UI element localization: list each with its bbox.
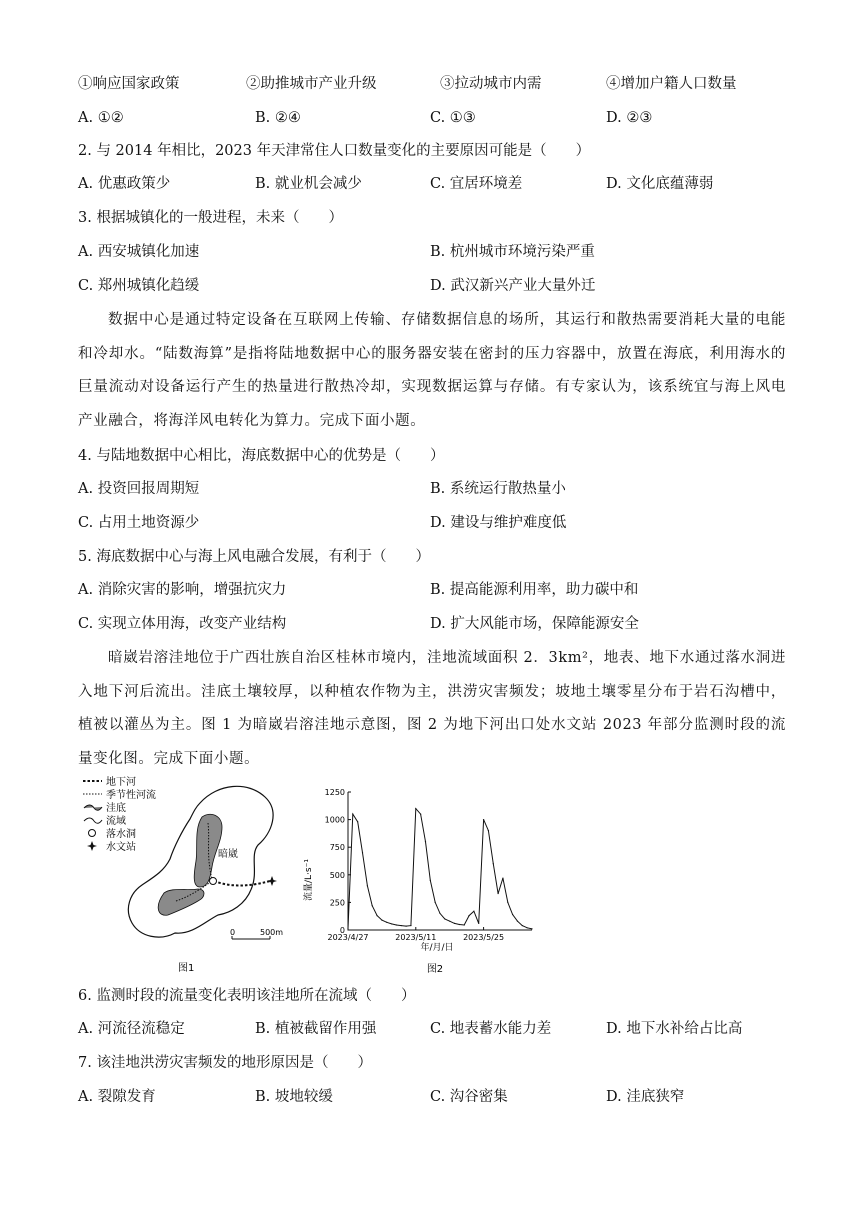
y-tick-label: 1000 <box>324 815 345 825</box>
flow-point <box>488 830 489 831</box>
legend-watershed: 流域 <box>106 816 126 827</box>
q4-choice-d: D. 建设与维护难度低 <box>430 515 567 531</box>
x-tick-label: 2023/5/25 <box>463 933 505 942</box>
x-tick-label: 2023/4/27 <box>327 933 369 942</box>
flow-point <box>522 925 523 926</box>
flow-point <box>502 878 503 879</box>
statement-4: ④增加户籍人口数量 <box>606 76 737 92</box>
flow-point <box>406 926 407 927</box>
flow-point <box>401 925 402 926</box>
q5-choice-a: A. 消除灾害的影响，增强抗灾力 <box>78 582 287 598</box>
legend-depression-bottom-symbol <box>84 805 102 810</box>
q7-stem: 7. 该洼地洪涝灾害频发的地形原因是（ ） <box>78 1055 372 1071</box>
x-axis-label: 年/月/日 <box>420 943 454 953</box>
flow-point <box>473 911 474 912</box>
flow-series-line <box>348 809 532 929</box>
map-legend <box>83 775 156 853</box>
passage-data-center-text: 数据中心是通过特定设备在互联网上传输、存储数据信息的场所，其运行和散热需要消耗大量的电能和冷却水。“陆数海算”是指将陆地数据中心的服务器安装在密封的压力容器中，放置在海底，利用海水的巨量流动对设备运行产生的热量进行散热冷却，实现数据运算与存储。有专家认为，该系统宜与海上风电产业融合，将海洋风电转化为算力。完成下面小题。 <box>78 312 786 429</box>
flow-point <box>362 852 363 853</box>
figure-1-caption: 图1 <box>178 963 195 974</box>
q6-choice-c: C. 地表蓄水能力差 <box>430 1021 552 1037</box>
y-tick-label: 1250 <box>324 788 345 797</box>
q3-stem: 3. 根据城镇化的一般进程，未来（ ） <box>78 210 343 226</box>
x-tick-label: 2023/5/11 <box>395 933 437 942</box>
flow-point <box>347 928 348 929</box>
legend-depression-bottom: 洼底 <box>106 803 126 814</box>
flow-point <box>357 821 358 822</box>
q2-choice-d: D. 文化底蕴薄弱 <box>606 176 714 192</box>
q2-choice-b: B. 就业机会减少 <box>255 176 362 192</box>
sinkhole-marker <box>210 878 217 885</box>
y-tick-label: 500 <box>329 870 345 880</box>
flow-point <box>527 927 528 928</box>
passage-karst <box>78 642 786 776</box>
flow-point <box>381 919 382 920</box>
flow-point <box>425 841 426 842</box>
legend-watershed-symbol <box>84 818 102 823</box>
q6-choice-a: A. 河流径流稳定 <box>78 1021 185 1037</box>
y-tick-label: 750 <box>329 843 345 853</box>
q1-choice-b: B. ②④ <box>255 110 301 126</box>
chart-axes <box>348 792 532 930</box>
scale-label: 500m <box>260 928 284 937</box>
flow-point <box>367 885 368 886</box>
q4-choice-a: A. 投资回报周期短 <box>78 481 200 497</box>
y-axis-label: 流量/L·s⁻¹ <box>304 859 314 901</box>
statement-1: ①响应国家政策 <box>78 76 180 92</box>
legend-sinkhole: 落水洞 <box>106 829 136 840</box>
y-tick-label: 250 <box>329 898 345 908</box>
q1-choice-a: A. ①② <box>78 110 124 126</box>
figure-2-caption: 图2 <box>426 964 444 975</box>
flow-point <box>459 924 460 925</box>
q3-choice-c: C. 郑州城镇化趋缓 <box>78 278 200 294</box>
flow-point <box>478 923 479 924</box>
scale-zero: 0 <box>230 928 236 937</box>
q4-stem: 4. 与陆地数据中心相比，海底数据中心的优势是（ ） <box>78 448 445 464</box>
place-label-ankui: 暗崴 <box>218 849 238 860</box>
q5-stem: 5. 海底数据中心与海上风电融合发展，有利于（ ） <box>78 549 430 565</box>
q7-choice-a: A. 裂隙发育 <box>78 1089 156 1105</box>
y-tick-label: 0 <box>339 926 345 935</box>
flow-point <box>531 928 532 929</box>
legend-hydro-station: 水文站 <box>106 842 136 853</box>
legend-underground-river: 地下河 <box>106 777 136 788</box>
flow-point <box>512 914 513 915</box>
q3-choice-d: D. 武汉新兴产业大量外迁 <box>430 278 596 294</box>
flow-point <box>391 923 392 924</box>
q4-choice-b: B. 系统运行散热量小 <box>430 481 566 497</box>
flow-point <box>352 813 353 814</box>
flow-point <box>410 925 411 926</box>
q1-choice-c: C. ①③ <box>430 110 476 126</box>
flow-point <box>507 902 508 903</box>
flow-point <box>464 924 465 925</box>
legend-seasonal-river: 季节性河流 <box>106 790 156 801</box>
q2-stem: 2. 与 2014 年相比，2023 年天津常住人口数量变化的主要原因可能是（ ） <box>78 143 591 159</box>
q6-stem: 6. 监测时段的流量变化表明该洼地所在流域（ ） <box>78 988 416 1004</box>
flow-point <box>415 808 416 809</box>
flow-point <box>493 863 494 864</box>
q7-choice-d: D. 洼底狭窄 <box>606 1089 685 1105</box>
legend-sinkhole-symbol <box>89 830 96 837</box>
hydro-station-marker <box>267 876 277 886</box>
q3-choice-a: A. 西安城镇化加速 <box>78 244 200 260</box>
flow-point <box>483 819 484 820</box>
statement-3: ③拉动城市内需 <box>440 76 542 92</box>
flow-point <box>396 924 397 925</box>
flow-point <box>468 915 469 916</box>
flow-point <box>386 922 387 923</box>
q5-choice-c: C. 实现立体用海，改变产业结构 <box>78 616 287 632</box>
passage-karst-text: 暗崴岩溶洼地位于广西壮族自治区桂林市境内，洼地流域面积 2．3km²，地表、地下水通过落水洞进入地下河后流出。洼底土壤较厚，以种植农作物为主，洪涝灾害频发；坡地土壤零星分布于岩石沟槽中，植被以灌丛为主。图 1 为暗崴岩溶洼地示意图，图 2 为地下河出口处水文站 2023 年部分监测时段的流量变化图。完成下面小题。 <box>78 650 786 767</box>
figure-2-flow-chart <box>300 780 545 975</box>
statement-2: ②助推城市产业升级 <box>246 76 377 92</box>
flow-point <box>439 913 440 914</box>
q2-choice-c: C. 宜居环境差 <box>430 176 523 192</box>
legend-hydro-station-symbol <box>87 841 97 851</box>
flow-point <box>372 905 373 906</box>
flow-point <box>444 918 445 919</box>
figure-1-map <box>80 775 295 975</box>
q3-choice-b: B. 杭州城市环境污染严重 <box>430 244 595 260</box>
q6-choice-b: B. 植被截留作用强 <box>255 1021 377 1037</box>
flow-point <box>454 923 455 924</box>
x-axis <box>327 927 504 942</box>
flow-point <box>498 893 499 894</box>
q7-choice-b: B. 坡地较缓 <box>255 1089 333 1105</box>
q1-choice-d: D. ②③ <box>606 110 653 126</box>
flow-point <box>420 813 421 814</box>
flow-point <box>449 921 450 922</box>
q2-choice-a: A. 优惠政策少 <box>78 176 171 192</box>
q7-choice-c: C. 沟谷密集 <box>430 1089 508 1105</box>
q6-choice-d: D. 地下水补给占比高 <box>606 1021 743 1037</box>
flow-point <box>435 902 436 903</box>
flow-point <box>517 921 518 922</box>
q5-choice-d: D. 扩大风能市场，保障能源安全 <box>430 616 639 632</box>
q4-choice-c: C. 占用土地资源少 <box>78 515 200 531</box>
flow-point <box>430 880 431 881</box>
q5-choice-b: B. 提高能源利用率，助力碳中和 <box>430 582 639 598</box>
flow-point <box>376 915 377 916</box>
scale-bar <box>230 928 283 939</box>
passage-data-center <box>78 304 786 438</box>
